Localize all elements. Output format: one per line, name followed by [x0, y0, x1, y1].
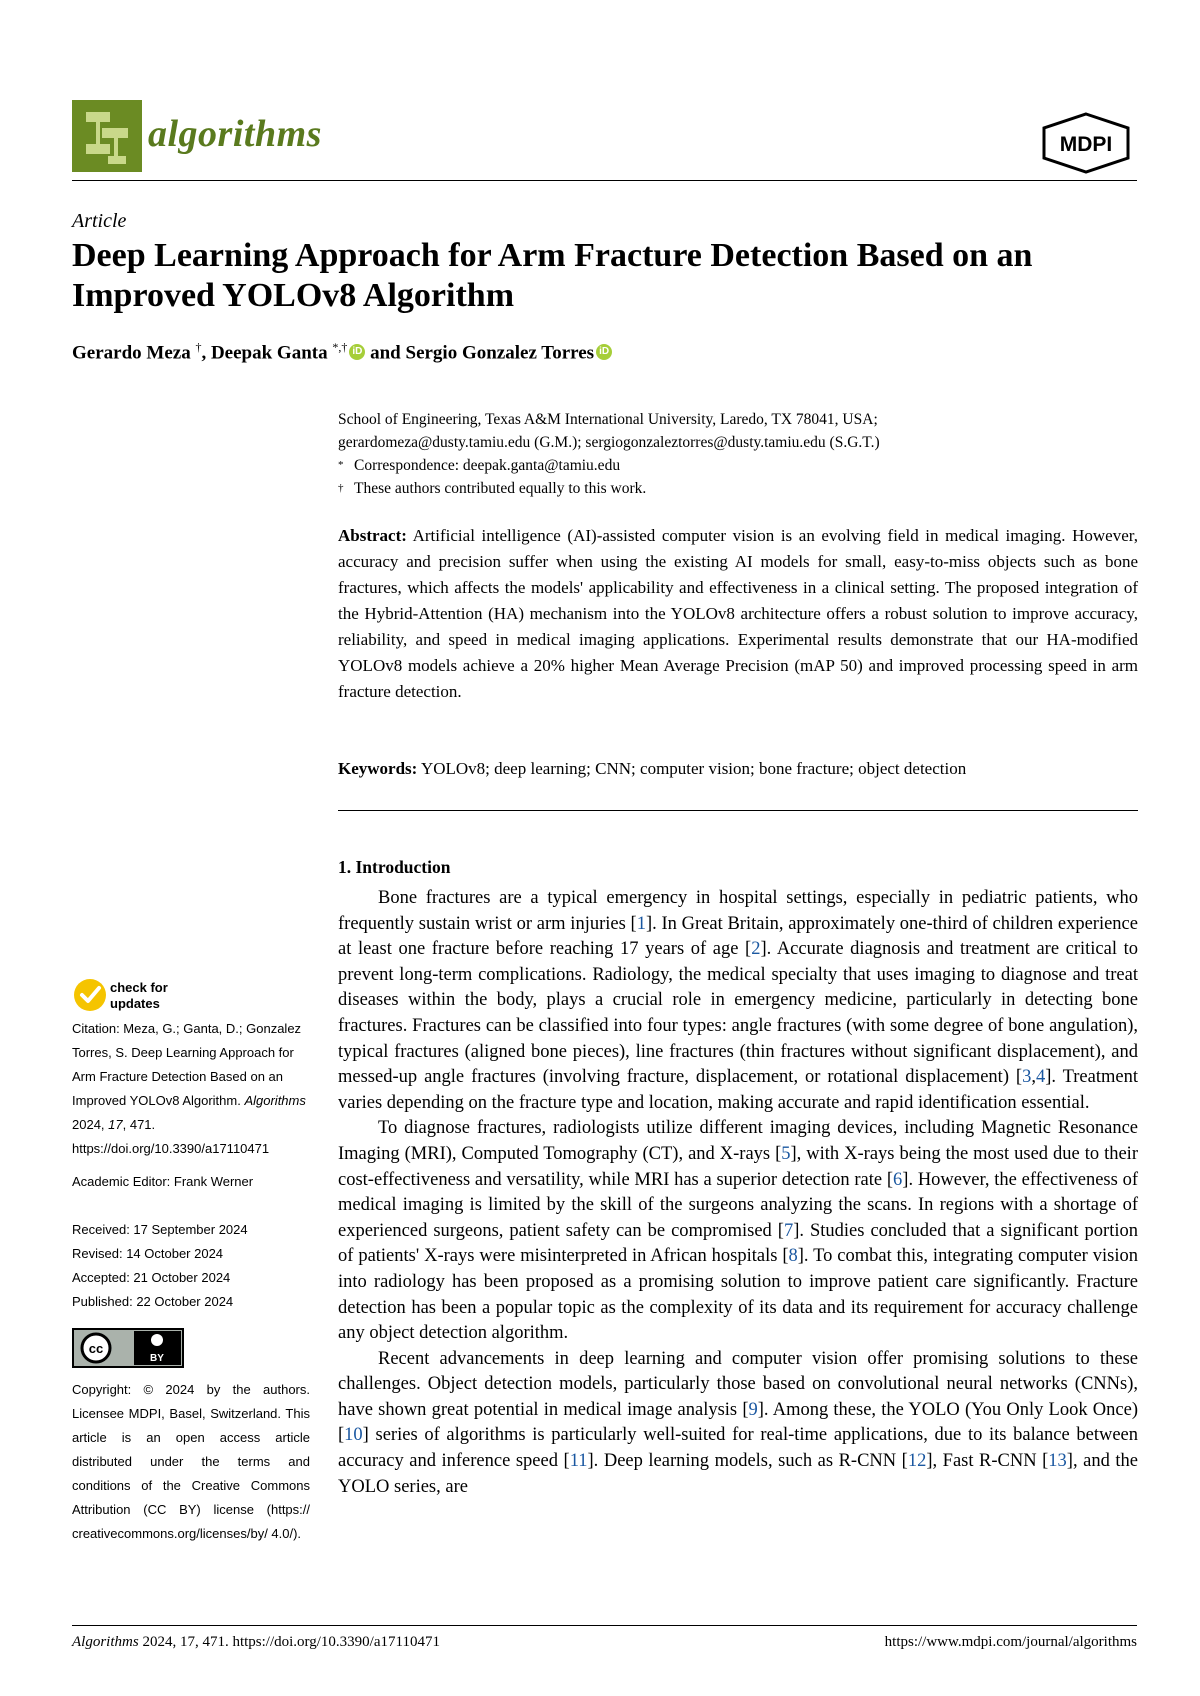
introduction-body	[338, 886, 1138, 1500]
svg-text:check for: check for	[110, 980, 168, 995]
received-date: Received: 17 September 2024	[72, 1222, 248, 1237]
svg-text:cc: cc	[88, 1341, 104, 1356]
author-name[interactable]: Sergio Gonzalez Torres	[405, 342, 595, 364]
citation-ref[interactable]: 2	[751, 939, 761, 960]
citation-ref[interactable]: 11	[569, 1451, 588, 1472]
author-conjunction: and	[370, 342, 401, 364]
abstract-text: Artificial intelligence (AI)-assisted computer vision is an evolving field in medical imaging. However, accuracy and precision suffer when using the existing AI models for small, easy-to-miss objects such as bone fractures, which affects the models' applicability and effectiveness in a clinical setting. The proposed integration of the Hybrid-Attention (HA) mechanism into the YOLOv8 architecture offers a robust solution to improve accuracy, reliability, and speed in medical imaging applications. Experimental results demonstrate that our HA-modified YOLOv8 models achieve a 20% higher Mean Average Precision (mAP 50) and improved processing speed in arm fracture detection.	[338, 526, 1139, 701]
journal-logo-icon	[72, 100, 142, 172]
revised-date: Revised: 14 October 2024	[72, 1246, 224, 1261]
affiliation-emails: gerardomeza@dusty.tamiu.edu (G.M.); sergiogonzaleztorres@dusty.tamiu.edu (S.G.T.)	[338, 434, 880, 451]
affiliations	[338, 408, 1138, 500]
section-rule	[338, 810, 1138, 811]
citation-block: Citation: Meza, G.; Ganta, D.; Gonzalez Torres, S. Deep Learning Approach for Arm Fracture Detection Based on an Improved YOLOv8 Algorithm. Algorithms 2024, 17, 471. https://doi.org/10.3390/a17110471	[72, 1021, 306, 1156]
author-marker: †	[195, 340, 202, 354]
citation-ref[interactable]: 12	[907, 1451, 927, 1472]
citation-ref[interactable]: 8	[788, 1246, 798, 1267]
footer-journal-url[interactable]: https://www.mdpi.com/journal/algorithms	[884, 1634, 1137, 1650]
correspondence-email[interactable]: deepak.ganta@tamiu.edu	[462, 457, 621, 474]
author-marker: *,†	[332, 340, 348, 354]
abstract-label: Abstract:	[338, 526, 407, 545]
header-rule	[72, 180, 1137, 181]
citation-ref[interactable]: 7	[783, 1220, 794, 1241]
article-title: Deep Learning Approach for Arm Fracture Detection Based on an Improved YOLOv8 Algorithm	[72, 237, 1033, 314]
abstract	[338, 523, 1138, 705]
check-for-updates-icon[interactable]	[72, 975, 182, 1015]
paragraph: Recent advancements in deep learning and computer vision offer promising solutions to these challenges. Object detection models, particularly those based on convolutional neural networks (CNNs), have shown great potential in medical image analysis [9]. Among these, the YOLO (You Only Look Once) [10] series of algorithms is particularly well-suited for real-time applications, due to its balance between accuracy and inference speed [11]. Deep learning models, such as R-CNN [12], Fast R-CNN [13], and the YOLO series, are	[338, 1348, 1138, 1497]
keywords	[338, 756, 1138, 782]
publication-dates	[72, 1218, 310, 1314]
section-heading: 1. Introduction	[338, 857, 451, 877]
paragraph: To diagnose fractures, radiologists utilize different imaging devices, including Magnetic Resonance Imaging (MRI), Computed Tomography (CT), and X-rays [5], with X-rays being the most used due to their cost-effectiveness and versatility, while MRI has a superior detection rate [6]. However, the effectiveness of medical imaging is limited by the skill of the surgeons analyzing the scans. In regions with a shortage of experienced surgeons, patient safety can be compromised [7]. Studies concluded that a significant portion of patients' X-rays were misinterpreted in African hospitals [8]. To combat this, integrating computer vision into radiology has been proposed as a promising solution to improve patient care significantly. Fracture detection has been a popular topic as the complexity of its data and its requirement for accuracy challenge any object detection algorithm.	[338, 1118, 1138, 1344]
svg-text:updates: updates	[110, 996, 160, 1011]
cc-by-license-icon[interactable]	[72, 1328, 184, 1368]
copyright-notice: Copyright: © 2024 by the authors. Licensee MDPI, Basel, Switzerland. This article is an open access article distributed under the terms and conditions of the Creative Commons Attribution (CC BY) license (https:// creativecommons.org/licenses/by/ 4.0/).	[72, 1382, 310, 1541]
citation-ref[interactable]: 4	[1035, 1067, 1046, 1088]
orcid-icon[interactable]: iD	[596, 344, 612, 360]
mdpi-logo-icon[interactable]	[1040, 112, 1132, 174]
journal-name[interactable]: algorithms	[148, 113, 322, 155]
paragraph: Bone fractures are a typical emergency in hospital settings, especially in pediatric patients, who frequently sustain wrist or arm injuries [1]. In Great Britain, approximately one-third of children experience at least one fracture before reaching 17 years of age [2]. Accurate diagnosis and treatment are critical to prevent long-term complications. Radiology, the medical specialty that uses imaging to diagnose and treat diseases within the body, plays a crucial role in emergency medicine, particularly in detecting bone fractures. Fractures can be classified into four types: angle fractures (with some degree of bone angulation), typical fractures (aligned bone pieces), line fractures (thin fractures without significant displacement), and messed-up angle fractures (involving fracture, displacement, or rotational displacement) [3,4]. Treatment varies depending on the fracture type and location, making accurate and rapid identification essential.	[338, 888, 1138, 1113]
keywords-label: Keywords:	[338, 759, 418, 778]
equal-contribution-note: † These authors contributed equally to this work.	[338, 480, 647, 497]
svg-text:BY: BY	[150, 1353, 164, 1364]
accepted-date: Accepted: 21 October 2024	[72, 1270, 231, 1285]
author-name[interactable]: Deepak Ganta	[210, 342, 328, 364]
article-type: Article	[72, 210, 127, 232]
footer-citation: Algorithms 2024, 17, 471. https://doi.org/10.3390/a17110471	[72, 1634, 440, 1650]
author-name[interactable]: Gerardo Meza	[72, 342, 191, 364]
footer-rule	[72, 1625, 1137, 1626]
citation-ref[interactable]: 13	[1048, 1451, 1067, 1472]
citation-ref[interactable]: 10	[344, 1425, 363, 1446]
correspondence: * Correspondence: deepak.ganta@tamiu.edu	[338, 457, 621, 474]
affiliation-line: School of Engineering, Texas A&M International University, Laredo, TX 78041, USA;	[338, 411, 878, 428]
svg-text:MDPI: MDPI	[1059, 133, 1113, 156]
citation-ref[interactable]: 1	[636, 913, 646, 934]
keywords-text: YOLOv8; deep learning; CNN; computer vision; bone fracture; object detection	[420, 759, 967, 778]
academic-editor: Academic Editor: Frank Werner	[72, 1174, 254, 1189]
citation-ref[interactable]: 5	[781, 1143, 791, 1164]
author-list: Gerardo Meza †, Deepak Ganta *,† iD and Sergio Gonzalez Torres iD	[72, 340, 612, 364]
citation-ref[interactable]: 6	[893, 1169, 903, 1190]
published-date: Published: 22 October 2024	[72, 1294, 234, 1309]
citation-ref[interactable]: 3	[1022, 1067, 1032, 1088]
citation-ref[interactable]: 9	[748, 1399, 758, 1420]
orcid-icon[interactable]: iD	[349, 344, 365, 360]
